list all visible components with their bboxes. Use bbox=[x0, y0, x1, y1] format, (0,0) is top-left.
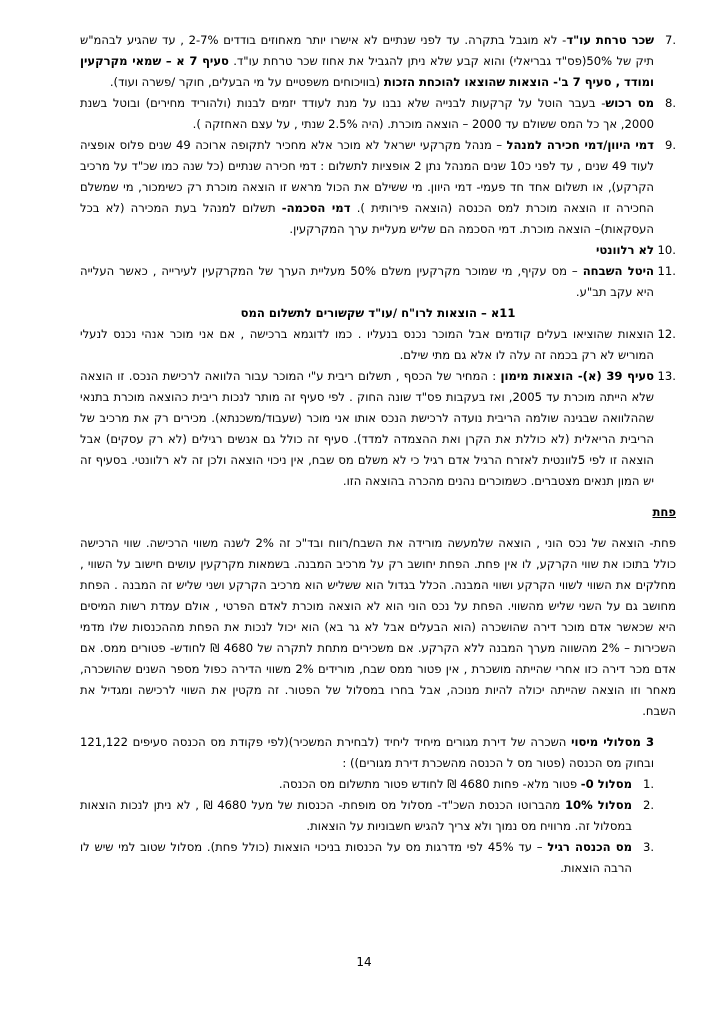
tax-routes-text: השכרה של דירת מגורים מיחיד ליחיד (לבחירת המשכיר)(לפי פקודת מס הכנסה סעיפים 121,122 ובחוק מס הכנסה (פטור מס ל הכנסה מהשכרת דירת מגורים)) : bbox=[80, 735, 654, 770]
route-text: מהברוטו הכנסת השכ"ד- מסלול מס מופחת- הכנסות של מעל 4680 ₪ , לא ניתן לנכות הוצאות במסלול זה. מרוויח מס נמוך ולא צריך להגיש חשבוניות על הוצאות. bbox=[80, 798, 632, 833]
tax-routes-title: 3 מסלולי מיסוי bbox=[571, 735, 655, 749]
list-item bbox=[80, 324, 676, 366]
document-page bbox=[80, 30, 676, 879]
list-number: 12. bbox=[657, 327, 676, 341]
spacer bbox=[80, 523, 676, 533]
subheading bbox=[80, 303, 676, 324]
route-item bbox=[80, 795, 654, 837]
item-term: סעיף 39 (א)- הוצאות מימון bbox=[500, 369, 654, 383]
item-term: מס רכוש bbox=[605, 96, 655, 110]
list-item-body bbox=[80, 366, 654, 492]
page-number: 14 bbox=[356, 955, 372, 969]
item-text: - בעבר הוטל על קרקעות לבנייה שלא נבנו על מנת לעודד יזמים לבנות (ולהוריד מחירים) ובוטל בשנת 2000, אך כל המס ששולם עד 2000 – הוצאה מוכרת. (היה 2.5% שנתי , על עצם האחזקה ). bbox=[80, 96, 654, 131]
tax-routes-intro bbox=[80, 732, 676, 774]
list-item bbox=[80, 135, 676, 240]
spacer bbox=[80, 722, 676, 732]
route-body bbox=[80, 795, 632, 837]
list-item bbox=[80, 261, 676, 303]
route-text: – עד 45% לפי מדרגות מס על הכנסות בניכוי הוצאות (כולל פחת). מסלול שטוב למי שיש לו הרבה הוצאות. bbox=[80, 840, 632, 875]
tax-routes-list bbox=[80, 774, 676, 879]
item-text: - לא מוגבל בתקרה. עד לפני שנתיים לא אישרו יותר מאחוזים בודדים 2-7% , עד שהגיע לבהמ"ש תיק של 50%(פס"ד גבריאלי) והוא קבע שלא ניתן להגביל את אחוז שכר טרחת עו"ד. bbox=[80, 33, 654, 68]
item-text: תשלום למנהל בעת המכירה (לא בכל העסקאות)– הוצאה מוכרת. דמי הסכמה הם שליש מעליית ערך המקרקעין. bbox=[80, 201, 654, 236]
route-text: פטור מלא- פחות 4680 ₪ לחודש פטור מתשלום מס הכנסה. bbox=[278, 777, 578, 791]
item-text: – מנהל מקרקעי ישראל לא מוכר אלא מחכיר לתקופה ארוכה 49 שנים פלוס אופציה לעוד 49 שנים , עד לפני כ10 שנים המנהל נתן 2 אופציות לתשלום : דמי חכירה שנתיים (כל שנה כמו שכ"ד על מרכיב הקרקע), או תשלום אחד חד פעמי- דמי היוון. מי ששילם את הכול מראש זו הוצאה מוכרת רק כשימכור, מי שמשלם החכירה זו הוצאה מוכרת למס הכנסה (הוצאה פירותית ). bbox=[80, 138, 655, 215]
route-item bbox=[80, 837, 654, 879]
item-term: שכר טרחת עו"ד bbox=[566, 33, 655, 47]
route-title: מסלול 10% bbox=[564, 798, 633, 812]
item-text: : המחיר של הכסף , תשלום ריבית ע"י המוכר עבור הלוואה לרכישת הנכס. זו הוצאה שלא הייתה מוכרת עד 2005, ואז בעקבות פס"ד שונה החוק . לפי סעיף זה מותר לנכות ריבית כהוצאה מוכרת בתנאי שההלוואה שבגינה שולמה הריבית נועדה לרכישת הנכס אותו אני מוכר (שעבוד/משכנתא). מכירים רק את מרכיב של הריבית הריאלית (לא כוללת את הקרן ואת ההצמדה למדד). סעיף זה כולל גם אנשים רגילים (לא רק עסקים) אבל הוצאה זו לפי 5לוונטית לאזרח הרגיל אדם רגיל כי לא משלם מס שבח, אין ניכוי הוצאה ולכן זה לא רלוונטי. בסעיף זה יש המון תנאים מצטברים. כשמוכרים נהנים מהכרה בהוצאה הזו. bbox=[80, 369, 654, 488]
list-item bbox=[80, 366, 676, 492]
list-item-body bbox=[80, 240, 654, 261]
list-item bbox=[80, 30, 676, 93]
item-term: סעיף 7 א – שמאי מקרקעין ומודד , סעיף 7 ב'- הוצאות שהוצאו להוכחת הזכות bbox=[80, 54, 654, 89]
list-number: 8. bbox=[664, 96, 676, 110]
list-number: 7. bbox=[664, 33, 676, 47]
pechat-paragraph: פחת- הוצאה של נכס הוני , הוצאה שלמעשה מורידה את השבח/רווח ובד"כ זה 2% לשנה משווי הרכישה. שווי הרכישה כולל בתוכו את שווי הקרקע, לו אין פחת. הפחת יחושב רק על מרכיב המבנה. בשמאות מקרקעין עושים חישוב על השווי , מחלקים את השווי לשווי הקרקע ושווי המבנה. הכלל בגדול הוא ששליש הוא מרכיב הקרקע ושני שליש זה המבנה . הפחת מחושב גם על השני שליש מהשווי. הפחת על נכס הוני הוא לא הוצאה מוכרת לאדם הפרטי , אולם עמדת רשות המיסים היא שכאשר אדם מוכר דירה שהושכרה (הוא הבעלים אבל לא גר בא) הוא יכול לנכות את הפחת מההכנסות שלו מדמי השכירות – 2% מהשווה מערך המבנה ללא הקרקע. אם משכירים מתחת לתקרה של 4680 ₪ לחודש- פטורים ממס. אם אדם מכר דירה כזו אחרי שהייתה מושכרת , אין פטור ממס שבח, מורידים 2% משווי הדירה כפול מספר השנים שהושכרה, מאחר וזו הוצאה שהייתה יכולה להיות מנוכה, אבל בחרו במסלול של הפטור. זה מקטין את השווי לרכישה ומגדיל את השבח. bbox=[80, 536, 676, 718]
section-title: פחת bbox=[652, 505, 676, 519]
route-number: 3. bbox=[642, 840, 654, 854]
list-number: 13. bbox=[657, 369, 676, 383]
list-number: 9. bbox=[664, 138, 676, 152]
route-body bbox=[80, 774, 632, 795]
subheading-text: 11א – הוצאות לרו"ח /עו"ד שקשורים לתשלום המס bbox=[240, 306, 516, 320]
list-item-body bbox=[80, 135, 654, 240]
list-item bbox=[80, 93, 676, 135]
item-text: הוצאות שהוציאו בעלים קודמים אבל המוכר נכנס בנעליו . כמו לדוגמא ברכישה , אם אני מוכר אנהי נכנס לנעלי המוריש לא רק בכמה זה עלה לו אלא גם מתי שילם. bbox=[80, 327, 654, 362]
list-item-body bbox=[80, 261, 654, 303]
item-text: (בוויכוחים משפטיים על מי הבעלים, חוקר /פשרה ועוד). bbox=[109, 75, 381, 89]
list-number: 10. bbox=[657, 243, 676, 257]
list-item-body bbox=[80, 324, 654, 366]
list-item bbox=[80, 240, 676, 261]
list-number: 11. bbox=[657, 264, 676, 278]
route-number: 1. bbox=[642, 777, 654, 791]
route-body bbox=[80, 837, 632, 879]
list-item-body bbox=[80, 30, 654, 93]
route-title: מסלול 0- bbox=[580, 777, 632, 791]
item-term: היטל השבחה bbox=[582, 264, 655, 278]
item-text: – מס עקיף, מי שמוכר מקרקעין משלם 50% מעליית הערך של המקרקעין לעירייה , כאשר העלייה היא עקב תב"ע. bbox=[80, 264, 654, 299]
item-term: דמי היוון/דמי חכירה למנהל bbox=[506, 138, 655, 152]
item-term: לא רלוונטי bbox=[596, 243, 654, 257]
route-item bbox=[80, 774, 654, 795]
route-number: 2. bbox=[642, 798, 654, 812]
route-title: מס הכנסה רגיל bbox=[547, 840, 633, 854]
list-item-body bbox=[80, 93, 654, 135]
item-term: דמי הסכמה- bbox=[281, 201, 351, 215]
